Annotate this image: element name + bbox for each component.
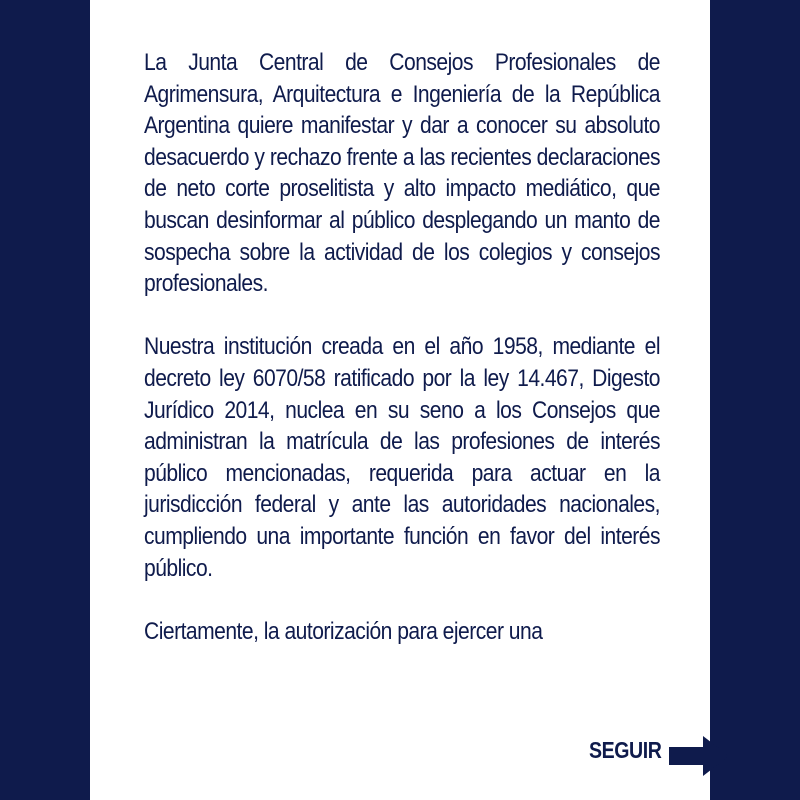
statement-body bbox=[144, 47, 660, 647]
arrow-right-icon bbox=[669, 734, 731, 778]
next-label: SEGUIR bbox=[589, 737, 662, 763]
text-card bbox=[90, 0, 710, 800]
paragraph-1: La Junta Central de Consejos Profesionales de Agrimensura, Arquitectura e Ingeniería de la República Argentina quiere manifestar y dar a conocer su absoluto desacuerdo y rechazo frente a las recientes declaraciones de neto corte proselitista y alto impacto mediático, que buscan desinformar al público desplegando un manto de sospecha sobre la actividad de los colegios y consejos profesionales. bbox=[144, 49, 660, 298]
paragraph-3: Ciertamente, la autorización para ejercer una bbox=[144, 617, 543, 645]
next-button[interactable] bbox=[589, 737, 674, 764]
paragraph-2: Nuestra institución creada en el año 1958, mediante el decreto ley 6070/58 ratificado por la ley 14.467, Digesto Jurídico 2014, nuclea en su seno a los Consejos que administran la matrícula de las profesiones de interés público mencionadas, requerida para actuar en la jurisdicción federal y ante las autoridades nacionales, cumpliendo una importante función en favor del interés público. bbox=[144, 333, 660, 582]
